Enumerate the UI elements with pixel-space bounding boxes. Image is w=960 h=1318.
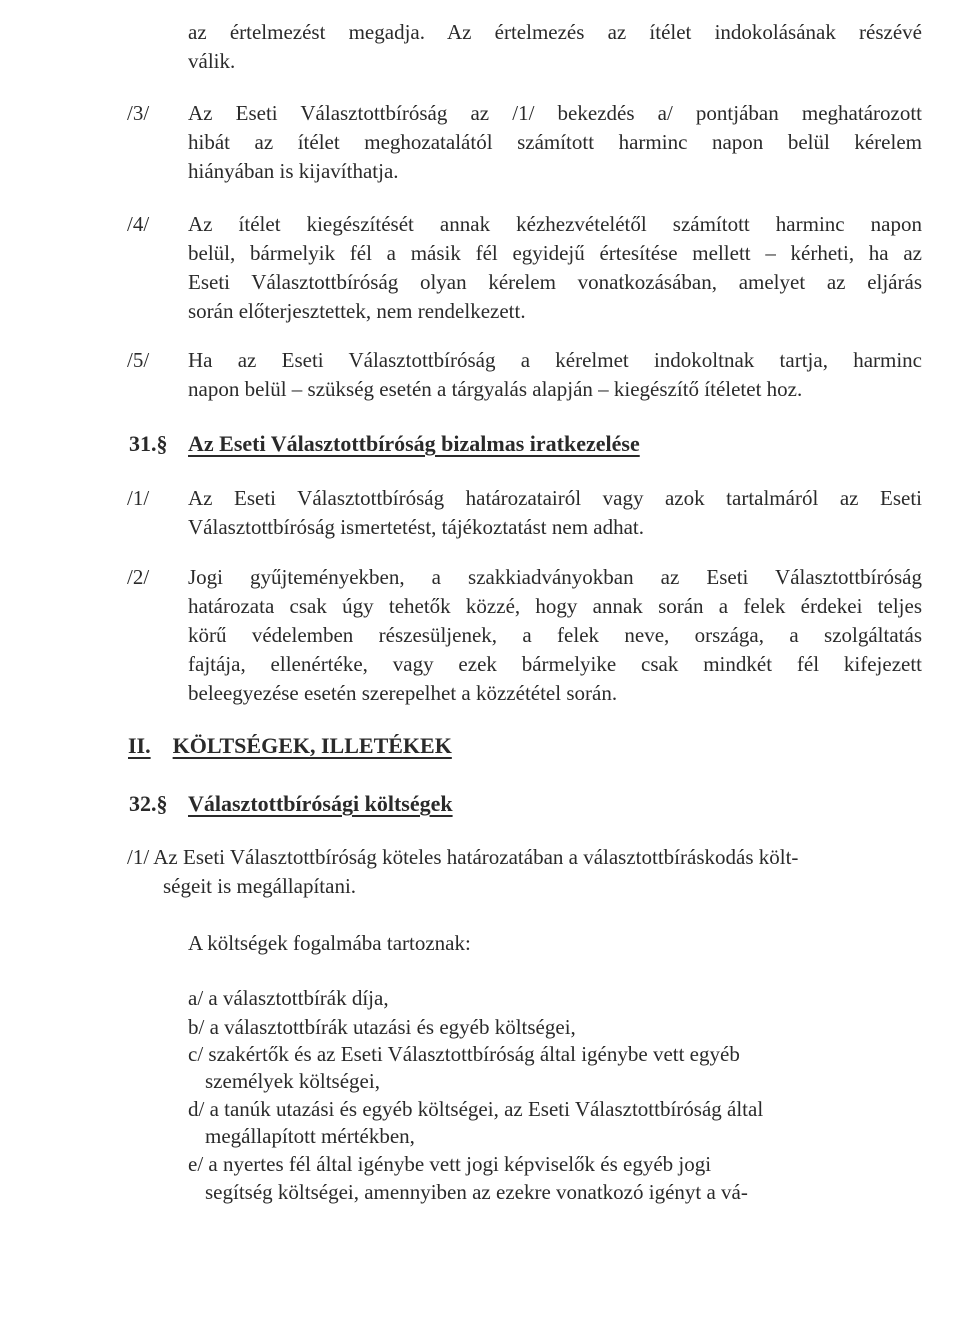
cost-item-c-line-2: személyek költségei, — [205, 1069, 380, 1093]
cost-item-b: b/ a választottbírák utazási és egyéb költségei, — [188, 1015, 576, 1039]
paragraph-4-line-4: során előterjesztettek, nem rendelkezett. — [188, 299, 526, 323]
paragraph-4-number: /4/ — [127, 212, 150, 236]
paragraph-3 — [188, 99, 922, 186]
paragraph-3-line-2: hibát az ítélet meghozatalától számított harminc napon belül kérelem — [188, 130, 922, 154]
paragraph-4-line-2: belül, bármelyik fél a másik fél egyidejű értesítése mellett – kérheti, ha az — [188, 241, 922, 265]
paragraph-3-line-3: hiányában is kijavíthatja. — [188, 159, 399, 183]
carryover-line-2: válik. — [188, 49, 236, 73]
paragraph-3-line-1: Az Eseti Választottbíróság az /1/ bekezdés a/ pontjában meghatározott — [188, 101, 922, 125]
paragraph-5-number: /5/ — [127, 348, 150, 372]
section-31-paragraph-1 — [188, 484, 922, 542]
section-31-paragraph-2-line-1: Jogi gyűjteményekben, a szakkiadványokban az Eseti Választottbíróság — [188, 565, 922, 589]
section-32-paragraph-1-line-1: /1/ Az Eseti Választottbíróság köteles határozatában a választottbíráskodás költ- — [127, 845, 799, 869]
paragraph-3-number: /3/ — [127, 101, 150, 125]
paragraph-4-line-1: Az ítélet kiegészítését annak kézhezvételétől számított harminc napon — [188, 212, 922, 236]
section-31-paragraph-1-line-2: Választottbíróság ismertetést, tájékoztatást nem adhat. — [188, 515, 645, 539]
cost-item-e-line-1: e/ a nyertes fél által igénybe vett jogi képviselők és egyéb jogi — [188, 1152, 712, 1176]
paragraph-4-line-3: Eseti Választottbíróság olyan kérelem vonatkozásában, amelyet az eljárás — [188, 270, 922, 294]
section-32-number: 32.§ — [129, 791, 168, 816]
cost-list-intro: A költségek fogalmába tartoznak: — [188, 931, 471, 955]
section-31-paragraph-2-line-3: körű védelemben részesüljenek, a felek neve, országa, a szolgáltatás — [188, 623, 922, 647]
chapter-title: KÖLTSÉGEK, ILLETÉKEK — [172, 733, 452, 758]
section-31-title: Az Eseti Választottbíróság bizalmas iratkezelése — [188, 431, 640, 456]
section-32-paragraph-1-line-2: ségeit is megállapítani. — [163, 874, 357, 898]
section-32-title: Választottbírósági költségek — [188, 791, 453, 816]
cost-item-d-line-1: d/ a tanúk utazási és egyéb költségei, az Eseti Választottbíróság által — [188, 1097, 764, 1121]
cost-item-e-line-2: segítség költségei, amennyiben az ezekre vonatkozó igényt a vá- — [205, 1180, 748, 1204]
section-31-paragraph-2 — [188, 563, 922, 708]
section-31-paragraph-2-line-4: fajtája, ellenértéke, vagy ezek bármelyike csak mindkét fél kifejezett — [188, 652, 922, 676]
section-31-paragraph-2-line-5: beleegyezése esetén szerepelhet a közzététel során. — [188, 681, 618, 705]
paragraph-5-line-1: Ha az Eseti Választottbíróság a kérelmet indokoltnak tartja, harminc — [188, 348, 922, 372]
chapter-heading — [128, 731, 500, 761]
paragraph-5 — [188, 346, 922, 404]
cost-item-c-line-1: c/ szakértők és az Eseti Választottbíróság által igénybe vett egyéb — [188, 1042, 740, 1066]
section-31-number: 31.§ — [129, 431, 168, 456]
section-31-paragraph-1-number: /1/ — [127, 486, 150, 510]
paragraph-4 — [188, 210, 922, 326]
section-31-paragraph-2-number: /2/ — [127, 565, 150, 589]
section-31-paragraph-2-line-2: határozata csak úgy tehetők közzé, hogy annak során a felek érdekei teljes — [188, 594, 922, 618]
carryover-line-1: az értelmezést megadja. Az értelmezés az ítélet indokolásának részévé — [188, 20, 922, 44]
section-31-paragraph-1-line-1: Az Eseti Választottbíróság határozatairól vagy azok tartalmáról az Eseti — [188, 486, 922, 510]
carryover-paragraph — [188, 18, 922, 76]
chapter-number: II. — [128, 733, 151, 758]
cost-item-a: a/ a választottbírák díja, — [188, 986, 389, 1010]
paragraph-5-line-2: napon belül – szükség esetén a tárgyalás alapján – kiegészítő ítéletet hoz. — [188, 377, 803, 401]
cost-item-d-line-2: megállapított mértékben, — [205, 1124, 415, 1148]
